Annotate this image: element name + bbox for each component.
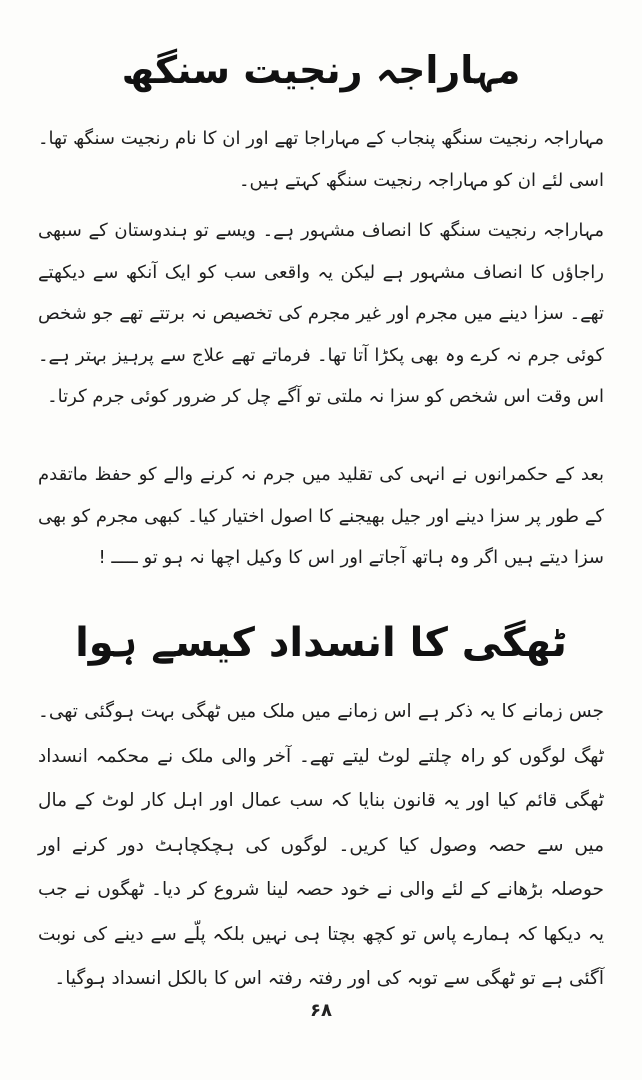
title-thuggee: ٹھگی کا انسداد کیسے ہوا bbox=[75, 620, 567, 666]
paragraph-later-rulers: بعد کے حکمرانوں نے انہی کی تقلید میں جرم نہ کرنے والے کو حفظ ماتقدم کے طور پر سزا دینے اور جیل بھیجنے کا اصول اختیار کیا۔ کبھی مجرم کو بھی سزا دیتے ہیں اگر وہ ہاتھ آجاتے اور اس کا وکیل اچھا نہ ہو تو ـــــ ! bbox=[38, 464, 604, 568]
paragraph-thuggee: جس زمانے کا یہ ذکر ہے اس زمانے میں ملک میں ٹھگی بہت ہوگئی تھی۔ ٹھگ لوگوں کو راہ چلتے لوٹ لیتے تھے۔ آخر والی ملک نے محکمہ انسداد ٹھگی قائم کیا اور یہ قانون بنایا کہ سب عمال اور اہل کار لوٹ کے مال میں سے حصہ وصول کیا کریں۔ لوگوں کی ہچکچاہٹ دور کرنے اور حوصلہ بڑھانے کے لئے والی نے خود حصہ لینا شروع کر دیا۔ ٹھگوں نے جب یہ دیکھا کہ ہمارے پاس تو کچھ بچتا ہی نہیں بلکہ پلّے سے دینے کی نوبت آگئی ہے تو ٹھگی سے توبہ کی اور رفتہ رفتہ اس کا بالکل انسداد ہوگیا۔ bbox=[38, 701, 604, 989]
paragraph-justice: مہاراجہ رنجیت سنگھ کا انصاف مشہور ہے۔ ویسے تو ہندوستان کے سبھی راجاؤں کا انصاف مشہور ہے لیکن یہ واقعی سب کو ایک آنکھ سے دیکھتے تھے۔ سزا دینے میں مجرم اور غیر مجرم کی تخصیص نہ برتتے تھے جو شخص کوئی جرم نہ کرے وہ بھی پکڑا آتا تھا۔ فرماتے تھے علاج سے پرہیز بہتر ہے۔ اس وقت اس شخص کو سزا نہ ملتی تو آگے چل کر ضرور کوئی جرم کرتا۔ bbox=[38, 220, 604, 407]
page-number: ۶۸ bbox=[310, 1000, 332, 1021]
title-maharaja-ranjit-singh: مہاراجہ رنجیت سنگھ bbox=[121, 48, 521, 92]
paragraph-intro: مہاراجہ رنجیت سنگھ پنجاب کے مہاراجا تھے اور ان کا نام رنجیت سنگھ تھا۔ اسی لئے ان کو مہاراجہ رنجیت سنگھ کہتے ہیں۔ bbox=[38, 128, 604, 191]
